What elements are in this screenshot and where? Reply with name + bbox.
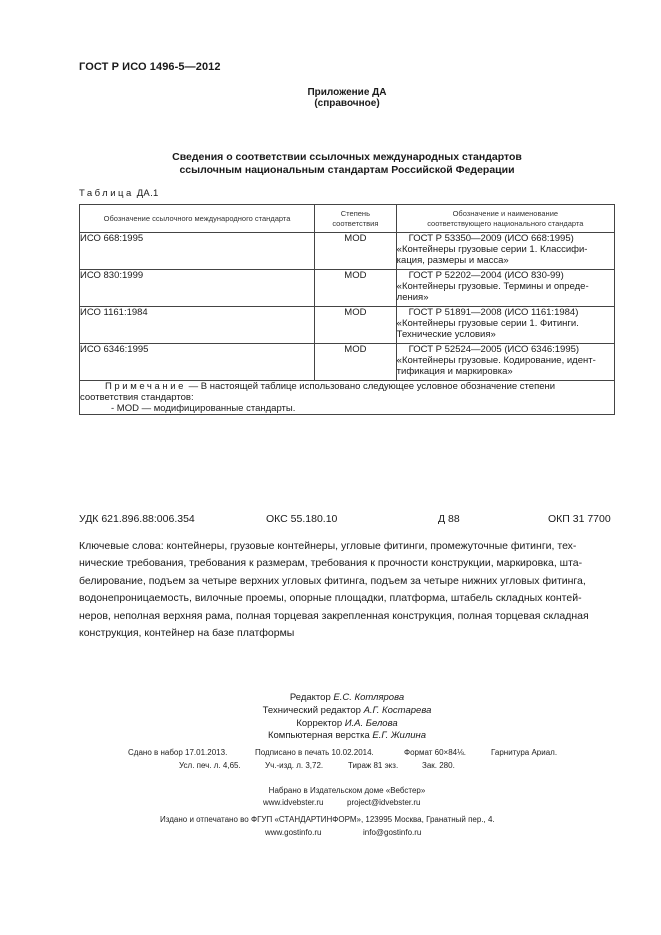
document-code-header: ГОСТ Р ИСО 1496-5—2012 bbox=[79, 61, 221, 73]
table-row bbox=[80, 344, 615, 381]
publisher-web2: www.gostinfo.ru bbox=[265, 828, 322, 837]
imprint-usl: Усл. печ. л. 4,65. bbox=[179, 761, 241, 770]
credit-corrector bbox=[0, 718, 661, 731]
appendix-title: Приложение ДА bbox=[307, 87, 387, 98]
credit-name: И.А. Белова bbox=[344, 717, 398, 729]
national-standard-code: ГОСТ Р 52202—2004 (ИСО 830-99) bbox=[408, 270, 564, 281]
publisher-printed: Издано и отпечатано во ФГУП «СТАНДАРТИНФОРМ», 123995 Москва, Гранатный пер., 4. bbox=[160, 815, 495, 824]
degree-cell: MOD bbox=[315, 270, 397, 307]
table-caption-word: Таблица bbox=[79, 188, 134, 199]
header-intl-standard: Обозначение ссылочного международного стандарта bbox=[80, 205, 315, 233]
intl-standard-cell: ИСО 668:1995 bbox=[80, 233, 315, 270]
imprint-sent: Сдано в набор 17.01.2013. bbox=[128, 748, 228, 757]
credit-name: Е.С. Котлярова bbox=[333, 692, 405, 703]
keywords-line: водонепроницаемость, вилочные проемы, опорные площадки, платформа, штабель складных контей- bbox=[79, 592, 582, 605]
credit-editor bbox=[0, 692, 661, 705]
header-national-standard bbox=[396, 205, 614, 233]
keywords-line: белирование, подъем за четыре верхних угловых фитинга, подъем за четыре нижних угловых фитинга, bbox=[79, 574, 586, 587]
credit-label: Корректор bbox=[296, 717, 345, 729]
standards-correspondence-table bbox=[79, 204, 615, 415]
intl-standard-cell: ИСО 1161:1984 bbox=[80, 307, 315, 344]
udk-code: УДК 621.896.88:006.354 bbox=[79, 513, 195, 525]
keywords-line: неров, неполная верхняя рама, полная торцевая закрепленная конструкция, полная торцевая складная bbox=[79, 609, 589, 622]
keywords-block bbox=[79, 538, 619, 642]
national-standard-title-l1: «Контейнеры грузовые. Термины и опреде- bbox=[396, 281, 589, 292]
table-row bbox=[80, 307, 615, 344]
credit-label: Компьютерная верстка bbox=[267, 730, 373, 742]
imprint-font: Гарнитура Ариал. bbox=[491, 748, 558, 757]
oks-code: ОКС 55.180.10 bbox=[266, 513, 338, 525]
national-standard-title-l1: «Контейнеры грузовые. Кодирование, идент- bbox=[396, 355, 596, 366]
keywords-line: нические требования, требования к размерам, требования к прочности конструкции, маркировка, шта- bbox=[79, 557, 583, 570]
national-standard-code: ГОСТ Р 52524—2005 (ИСО 6346:1995) bbox=[408, 344, 580, 355]
credit-layout bbox=[0, 730, 661, 743]
keywords-line: Ключевые слова: контейнеры, грузовые контейнеры, угловые фитинги, промежуточные фитинги, тех- bbox=[79, 540, 577, 552]
imprint-tirazh: Тираж 81 экз. bbox=[348, 761, 399, 770]
header-degree-l2: соответствия bbox=[332, 218, 379, 228]
table-row bbox=[80, 233, 615, 270]
imprint-format: Формат 60×84⅛. bbox=[404, 748, 467, 757]
national-standard-cell bbox=[396, 344, 614, 381]
national-standard-title-l2: тификация и маркировка» bbox=[396, 366, 513, 377]
credit-name: А.Г. Костарева bbox=[363, 704, 432, 716]
credits-block bbox=[0, 692, 661, 743]
credit-tech-editor bbox=[0, 705, 661, 718]
okp-code: ОКП 31 7700 bbox=[548, 513, 611, 525]
table-caption-number: ДА.1 bbox=[136, 188, 159, 199]
credit-label: Редактор bbox=[289, 692, 334, 703]
table-note-row bbox=[80, 381, 615, 415]
header-degree-l1: Степень bbox=[340, 208, 370, 218]
note-text1: — В настоящей таблице использовано следующее условное обозначение степени bbox=[186, 381, 556, 392]
table-header-row bbox=[80, 205, 615, 233]
note-line1 bbox=[80, 381, 614, 392]
table-note bbox=[80, 381, 615, 415]
national-standard-title-l2: Технические условия» bbox=[396, 329, 496, 340]
degree-cell: MOD bbox=[315, 307, 397, 344]
header-national-l2: соответствующего национального стандарта bbox=[427, 218, 584, 228]
national-standard-title-l2: ления» bbox=[396, 292, 429, 303]
keywords-line: конструкция, контейнер на базе платформы bbox=[79, 627, 295, 640]
header-national-l1: Обозначение и наименование bbox=[452, 208, 559, 218]
national-standard-title-l2: кация, размеры и масса» bbox=[396, 255, 509, 266]
national-standard-title-l1: «Контейнеры грузовые серии 1. Фитинги. bbox=[396, 318, 579, 329]
imprint-zak: Зак. 280. bbox=[422, 761, 455, 770]
section-title-line1: Сведения о соответствии ссылочных международных стандартов bbox=[172, 151, 522, 163]
intl-standard-cell: ИСО 6346:1995 bbox=[80, 344, 315, 381]
credit-label: Технический редактор bbox=[262, 704, 364, 716]
appendix-subtitle: (справочное) bbox=[314, 98, 380, 109]
publisher-mail1: project@idvebster.ru bbox=[347, 798, 421, 807]
publisher-mail2: info@gostinfo.ru bbox=[363, 828, 422, 837]
national-standard-code: ГОСТ Р 51891—2008 (ИСО 1161:1984) bbox=[408, 307, 579, 318]
section-title-line2: ссылочным национальным стандартам Российской Федерации bbox=[179, 164, 515, 176]
national-standard-cell bbox=[396, 233, 614, 270]
national-standard-title-l1: «Контейнеры грузовые серии 1. Классифи- bbox=[396, 244, 588, 255]
degree-cell: MOD bbox=[315, 233, 397, 270]
table-row bbox=[80, 270, 615, 307]
table-caption bbox=[79, 188, 159, 199]
intl-standard-cell: ИСО 830:1999 bbox=[80, 270, 315, 307]
imprint-signed: Подписано в печать 10.02.2014. bbox=[255, 748, 374, 757]
note-line2: соответствия стандартов: bbox=[80, 392, 194, 403]
national-standard-cell bbox=[396, 307, 614, 344]
credit-name: Е.Г. Жилина bbox=[372, 730, 426, 742]
national-standard-cell bbox=[396, 270, 614, 307]
note-label: Примечание bbox=[105, 381, 186, 392]
national-standard-code: ГОСТ Р 53350—2009 (ИСО 668:1995) bbox=[408, 233, 574, 244]
header-degree bbox=[315, 205, 397, 233]
note-item: - MOD — модифицированные стандарты. bbox=[111, 403, 296, 414]
imprint-uch: Уч.-изд. л. 3,72. bbox=[265, 761, 324, 770]
publisher-typeset: Набрано в Издательском доме «Вебстер» bbox=[268, 786, 426, 795]
d-code: Д 88 bbox=[438, 513, 460, 525]
degree-cell: MOD bbox=[315, 344, 397, 381]
publisher-web1: www.idvebster.ru bbox=[263, 798, 324, 807]
